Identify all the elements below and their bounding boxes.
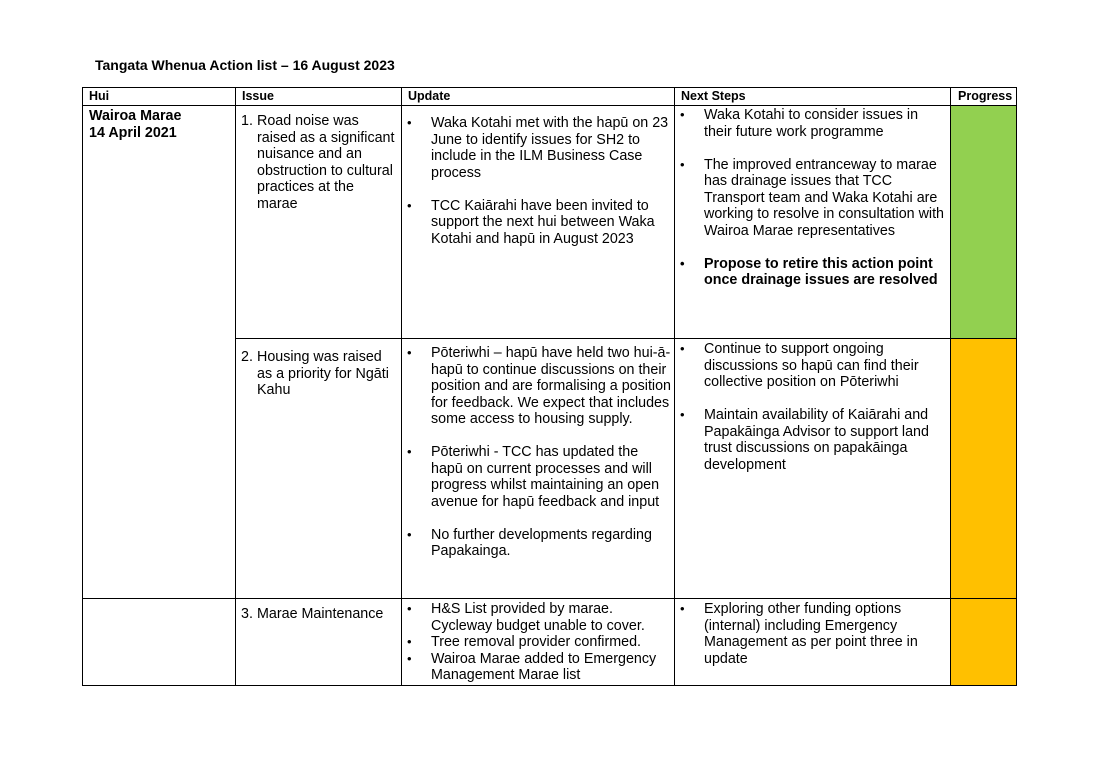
table-border-left xyxy=(82,87,83,686)
next-steps-cell-row-1 xyxy=(674,107,949,289)
issue-number: 1. xyxy=(241,113,253,129)
issue-item xyxy=(235,113,395,212)
issue-number: 2. xyxy=(241,349,253,365)
update-item: • Pōteriwhi – hapū have held two hui-ā-hapū to continue discussions on their position and are formalising a position for feedback. We expect that includes some access to housing supply. xyxy=(401,345,671,428)
table-border-bottom xyxy=(82,685,1017,686)
next-step-item: • Propose to retire this action point once drainage issues are resolved xyxy=(674,256,949,289)
update-cell-row-1 xyxy=(401,115,671,247)
header-next-steps: Next Steps xyxy=(681,89,746,103)
next-step-item: • Waka Kotahi to consider issues in their future work programme xyxy=(674,107,949,140)
update-cell-row-3 xyxy=(401,601,671,684)
next-step-item: • The improved entranceway to marae has drainage issues that TCC Transport team and Waka Kotahi are working to resolve in consultation with Wairoa Marae representatives xyxy=(674,157,949,240)
update-item: • Wairoa Marae added to Emergency Management Marae list xyxy=(401,651,671,684)
update-item: • TCC Kaiārahi have been invited to support the next hui between Waka Kotahi and hapū in August 2023 xyxy=(401,198,671,248)
progress-cell-row-3 xyxy=(950,599,1017,686)
issue-item xyxy=(235,606,398,623)
issue-text: Marae Maintenance xyxy=(257,606,384,622)
issue-item xyxy=(235,349,398,399)
header-hui: Hui xyxy=(89,89,110,103)
action-table xyxy=(82,87,1017,686)
hui-cell xyxy=(89,108,234,141)
issue-text: Road noise was raised as a significant nuisance and an obstruction to cultural practices at the marae xyxy=(257,113,395,212)
document-title: Tangata Whenua Action list – 16 August 2023 xyxy=(95,57,395,73)
progress-cell-row-2 xyxy=(950,339,1017,599)
column-divider xyxy=(950,87,951,686)
update-item: • Tree removal provider confirmed. xyxy=(401,634,671,651)
column-divider xyxy=(674,87,675,686)
next-step-item: • Exploring other funding options (internal) including Emergency Management as per point three in update xyxy=(674,601,949,667)
issue-cell-row-1 xyxy=(235,113,395,212)
header-progress: Progress xyxy=(958,89,1013,103)
column-divider xyxy=(235,87,236,686)
row-divider xyxy=(235,338,1017,339)
column-divider xyxy=(401,87,402,686)
header-issue: Issue xyxy=(242,89,274,103)
next-step-item: • Maintain availability of Kaiārahi and Papakāinga Advisor to support land trust discussions on papakāinga development xyxy=(674,407,949,473)
issue-cell-row-2 xyxy=(235,349,398,399)
next-steps-cell-row-2 xyxy=(674,341,949,473)
next-step-item: • Continue to support ongoing discussions so hapū can find their collective position on Pōteriwhi xyxy=(674,341,949,391)
update-item: • Pōteriwhi - TCC has updated the hapū on current processes and will progress whilst maintaining an open avenue for hapū feedback and input xyxy=(401,444,671,510)
hui-name: Wairoa Marae xyxy=(89,108,182,124)
issue-text: Housing was raised as a priority for Ngāti Kahu xyxy=(257,349,389,398)
progress-cell-row-1 xyxy=(950,106,1017,339)
update-cell-row-2 xyxy=(401,345,671,560)
row-divider xyxy=(82,598,1017,599)
update-item: • No further developments regarding Papakainga. xyxy=(401,527,671,560)
update-item: • Waka Kotahi met with the hapū on 23 June to identify issues for SH2 to include in the ILM Business Case process xyxy=(401,115,671,181)
update-item: • H&S List provided by marae. Cycleway budget unable to cover. xyxy=(401,601,671,634)
table-border-top xyxy=(82,87,1017,88)
header-divider xyxy=(82,105,1017,106)
next-steps-cell-row-3 xyxy=(674,601,949,667)
hui-date: 14 April 2021 xyxy=(89,124,177,141)
header-update: Update xyxy=(408,89,451,103)
issue-cell-row-3 xyxy=(235,606,398,623)
issue-number: 3. xyxy=(241,606,253,622)
table-border-right xyxy=(1016,87,1017,686)
